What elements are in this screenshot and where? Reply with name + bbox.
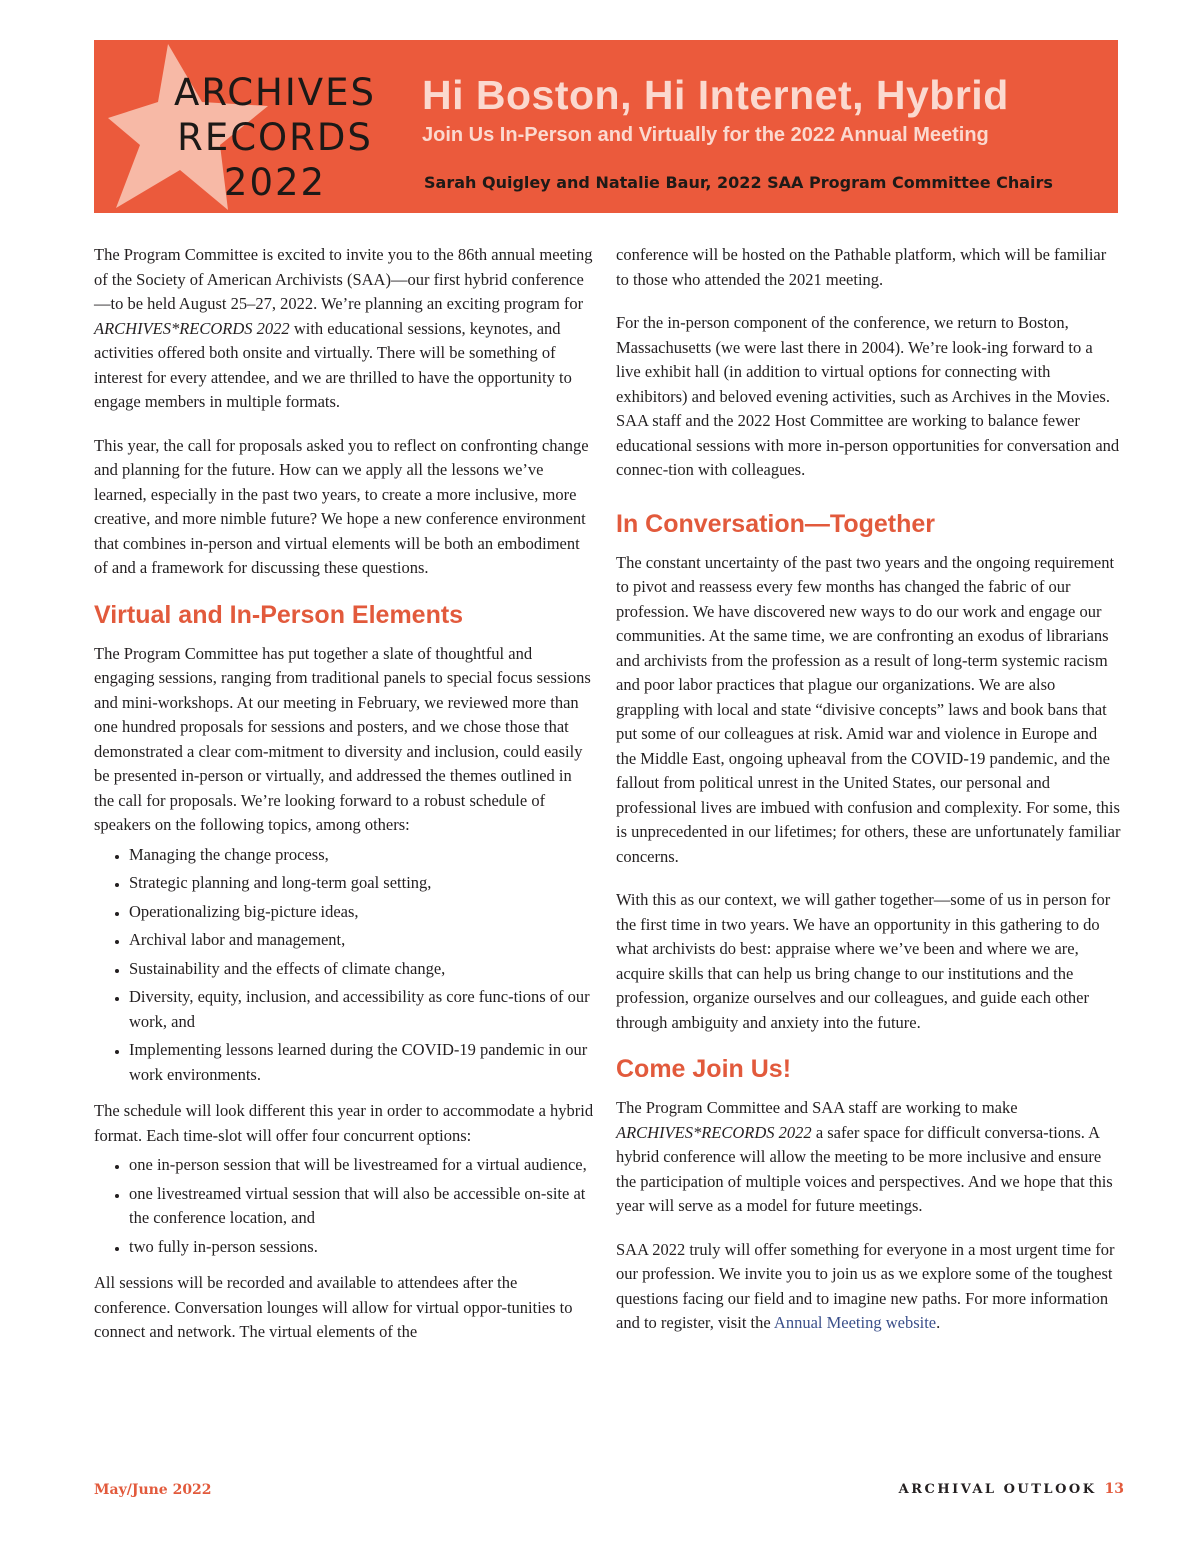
logo-line-3: 2022: [223, 161, 327, 204]
page-number: 13: [1104, 1481, 1124, 1497]
join-paragraph-1: [616, 1096, 1121, 1219]
list-item: • Diversity, equity, inclusion, and accessibility as core func-tions of our work, and: [129, 985, 594, 1034]
headline: Hi Boston, Hi Internet, Hybrid: [422, 72, 1009, 118]
in-person-paragraph: For the in-person component of the conference, we return to Boston, Massachusetts (we were last there in 2004). We’re look-ing forward to a live exhibit hall (in addition to virtual options for connecting with exhibitors) and beloved evening activities, such as Archives in the Movies. SAA staff and the 2022 Host Committee are working to balance fewer educational sessions with more in-person opportunities for conversation and connec-tion with colleagues.: [616, 313, 1120, 479]
logo: [160, 70, 390, 205]
subheadline: Join Us In-Person and Virtually for the 2022 Annual Meeting: [422, 124, 989, 146]
logo-line-1: ARCHIVES: [174, 71, 376, 114]
section-heading-join: Come Join Us!: [616, 1055, 792, 1083]
intro-paragraph-1: [94, 243, 594, 415]
intro-paragraph-2: This year, the call for proposals asked you to reflect on confronting change and planning for the future. How can we apply all the lessons we’ve learned, especially in the past two years, to create a more inclusive, more creative, and more nimble future? We hope a new conference environment that combines in-person and virtual elements will be both an embodiment of and a framework for discussing these questions.: [94, 435, 589, 577]
section-heading-conversation: In Conversation—Together: [616, 509, 936, 538]
conversation-paragraph-2: With this as our context, we will gather together—some of us in person for the first time in two years. We have an opportunity in this gathering to do what archivists do best: appraise where we’ve been and where we are, acquire skills that can help us bring change to our institutions and the profession, organize ourselves and our colleagues, and guide each other through ambiguity and anxiety into the future.: [616, 890, 1111, 1032]
continued-paragraph: conference will be hosted on the Pathable platform, which will be familiar to those who attended the 2021 meeting.: [616, 245, 1107, 289]
sessions-paragraph: All sessions will be recorded and available to attendees after the conference. Conversation lounges will allow for virtual oppor-tunities to connect and network. The virtual elements of the: [94, 1273, 573, 1341]
text-span: SAA 2022 truly will offer something for everyone in a most urgent time for our profession. We invite you to join us as we explore some of the toughest questions facing our field and to imagine new paths. For more information and to register, visit the: [616, 1239, 1115, 1332]
list-item: • Operationalizing big-picture ideas,: [129, 900, 594, 925]
publication-name: ARCHIVAL OUTLOOK: [898, 1482, 1097, 1497]
text-span: The Program Committee is excited to invite you to the 86th annual meeting of the Society of American Archivists (SAA)—our first hybrid conference—to be held August 25–27, 2022. We’re planning an exciting program for: [94, 245, 593, 313]
event-name-italic: ARCHIVES*RECORDS 2022: [616, 1122, 812, 1142]
annual-meeting-link[interactable]: Annual Meeting website: [773, 1313, 937, 1332]
text-span: with educational sessions, keynotes, and activities offered both onsite and virtually. There will be something of interest for every attendee, and we are thrilled to have the opportunity to engage members in multiple formats.: [94, 318, 572, 411]
logo-line-2: RECORDS: [177, 116, 373, 159]
byline: Sarah Quigley and Natalie Baur, 2022 SAA Program Committee Chairs: [424, 173, 1053, 192]
list-item: • Managing the change process,: [129, 843, 594, 868]
options-list: [94, 1153, 594, 1259]
list-item: • Archival labor and management,: [129, 928, 594, 953]
list-item: • Sustainability and the effects of climate change,: [129, 957, 594, 982]
section-heading-elements: Virtual and In-Person Elements: [94, 600, 464, 629]
conversation-paragraph-1: The constant uncertainty of the past two years and the ongoing requirement to pivot and reassess every few months has changed the fabric of our profession. We have discovered new ways to do our work and engage our communities. At the same time, we are confronting an exodus of librarians and archivists from the profession as a result of long-term systemic racism and poor labor practices that plague our organizations. We are also grappling with local and state “divisive concepts” laws and book bans that put some of our colleagues at risk. Amid war and violence in Europe and the Middle East, ongoing upheaval from the COVID-19 pandemic, and the fallout from political unrest in the United States, our personal and professional lives are imbued with confusion and complexity. For some, this is unprecedented in our lifetimes; for others, these are unfortunately familiar concerns.: [616, 552, 1121, 866]
list-item: • one livestreamed virtual session that will also be accessible on-site at the conference location, and: [129, 1182, 594, 1231]
schedule-paragraph: The schedule will look different this year in order to accommodate a hybrid format. Each time-slot will offer four concurrent options:: [94, 1101, 594, 1145]
footer-publication: [899, 1481, 1124, 1497]
header-banner: [94, 40, 1118, 213]
join-paragraph-2: [616, 1238, 1121, 1336]
list-item: • one in-person session that will be livestreamed for a virtual audience,: [129, 1153, 594, 1178]
list-item: • Strategic planning and long-term goal setting,: [129, 871, 594, 896]
right-column: [616, 243, 1121, 1355]
elements-paragraph: The Program Committee has put together a slate of thoughtful and engaging sessions, ranging from traditional panels to special focus sessions and mini-workshops. At our meeting in February, we reviewed more than one hundred proposals for sessions and posters, and we chose those that demonstrated a clear com-mitment to diversity and inclusion, could easily be presented in-person or virtually, and addressed the themes outlined in the call for proposals. We’re looking forward to a robust schedule of speakers on the following topics, among others:: [94, 643, 591, 834]
list-item: • Implementing lessons learned during the COVID-19 pandemic in our work environments.: [129, 1038, 594, 1087]
list-item: • two fully in-person sessions.: [129, 1235, 594, 1260]
text-span: a safer space for difficult conversa-tions. A hybrid conference will allow the meeting to be more inclusive and ensure the participation of multiple voices and perspectives. And we hope that this year will serve as a model for future meetings.: [616, 1122, 1113, 1215]
text-span: .: [936, 1313, 941, 1332]
footer-issue: May/June 2022: [94, 1482, 212, 1498]
event-name-italic: ARCHIVES*RECORDS 2022: [94, 318, 290, 338]
text-span: The Program Committee and SAA staff are working to make: [616, 1098, 1018, 1117]
left-column: [94, 243, 594, 1364]
topics-list: [94, 843, 594, 1088]
